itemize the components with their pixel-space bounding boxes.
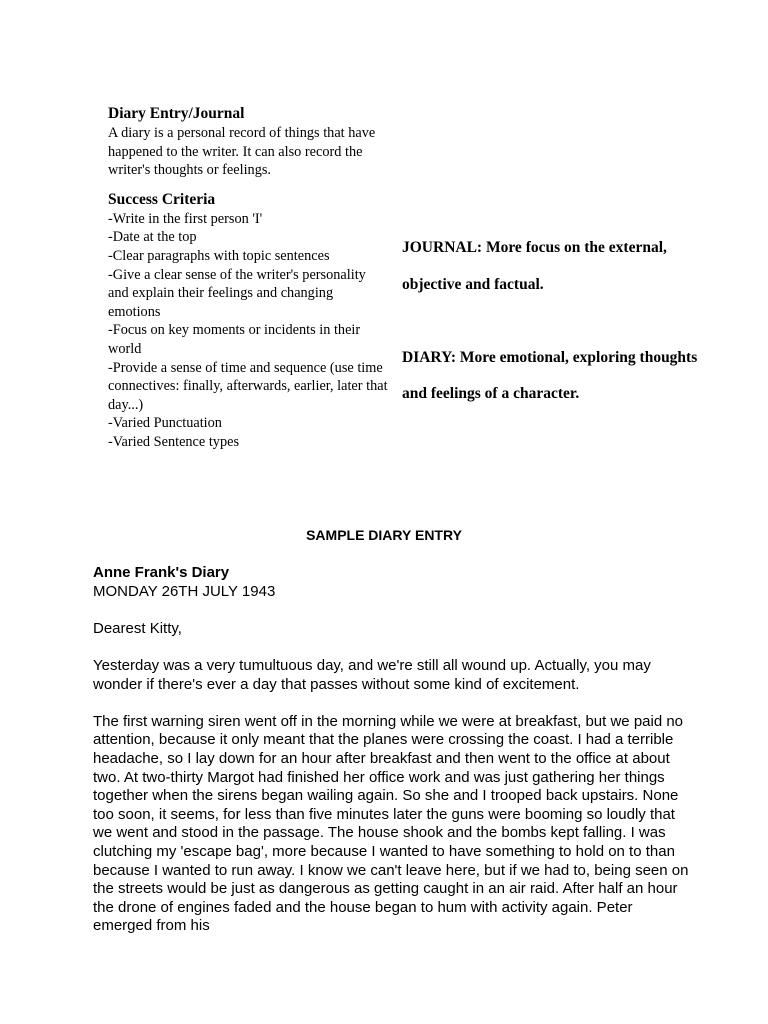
criteria-item: -Write in the first person 'I' xyxy=(108,210,263,227)
diary-description: DIARY: More emotional, exploring thoughts and feelings of a character. xyxy=(402,348,698,402)
sample-heading: SAMPLE DIARY ENTRY xyxy=(306,527,462,543)
criteria-item: -Provide a sense of time and sequence (use time connectives: finally, afterwards, earlier, later that day...) xyxy=(108,359,388,413)
criteria-item: -Focus on key moments or incidents in their world xyxy=(108,322,361,357)
diary-paragraph: Yesterday was a very tumultuous day, and we're still all wound up. Actually, you may wonder if there's ever a day that passes without some kind of excitement. xyxy=(93,656,651,693)
success-criteria-list xyxy=(108,210,388,452)
success-criteria-heading: Success Criteria xyxy=(108,190,216,208)
diary-greeting: Dearest Kitty, xyxy=(93,619,182,637)
criteria-item: -Varied Punctuation xyxy=(108,415,222,432)
definition-text: A diary is a personal record of things that have happened to the writer. It can also record the writer's thoughts or feelings. xyxy=(108,125,376,179)
definition-panel xyxy=(108,104,388,452)
comparison-panel xyxy=(402,230,702,413)
sample-diary-entry xyxy=(93,564,693,954)
criteria-item: -Clear paragraphs with topic sentences xyxy=(108,247,330,264)
diary-paragraph: The first warning siren went off in the morning while we were at breakfast, but we paid no attention, because it only meant that the planes were crossing the coast. I had a terrible headache, so I lay down for an hour after breakfast and then went to the office at about two. At two-thirty Margot had finished her office work and was just gathering her things together when the sirens began wailing again. So she and I trooped back upstairs. None too soon, it seems, for less than five minutes later the guns were booming so loudly that we went and stood in the passage. The house shook and the bombs kept falling. I was clutching my 'escape bag', more because I wanted to have something to hold on to than because I wanted to run away. I know we can't leave here, but if we had to, being seen on the streets would be just as dangerous as getting caught in an air raid. After half an hour the drone of engines faded and the house began to hum with activity again. Peter emerged from his xyxy=(93,712,689,935)
definition-heading: Diary Entry/Journal xyxy=(108,105,245,122)
diary-title: Anne Frank's Diary xyxy=(93,564,230,581)
criteria-item: -Varied Sentence types xyxy=(108,433,240,450)
criteria-item: -Date at the top xyxy=(108,229,197,246)
diary-date: MONDAY 26TH JULY 1943 xyxy=(93,582,276,600)
criteria-item: -Give a clear sense of the writer's personality and explain their feelings and changing emotions xyxy=(108,266,366,320)
journal-description: JOURNAL: More focus on the external, objective and factual. xyxy=(402,239,667,293)
